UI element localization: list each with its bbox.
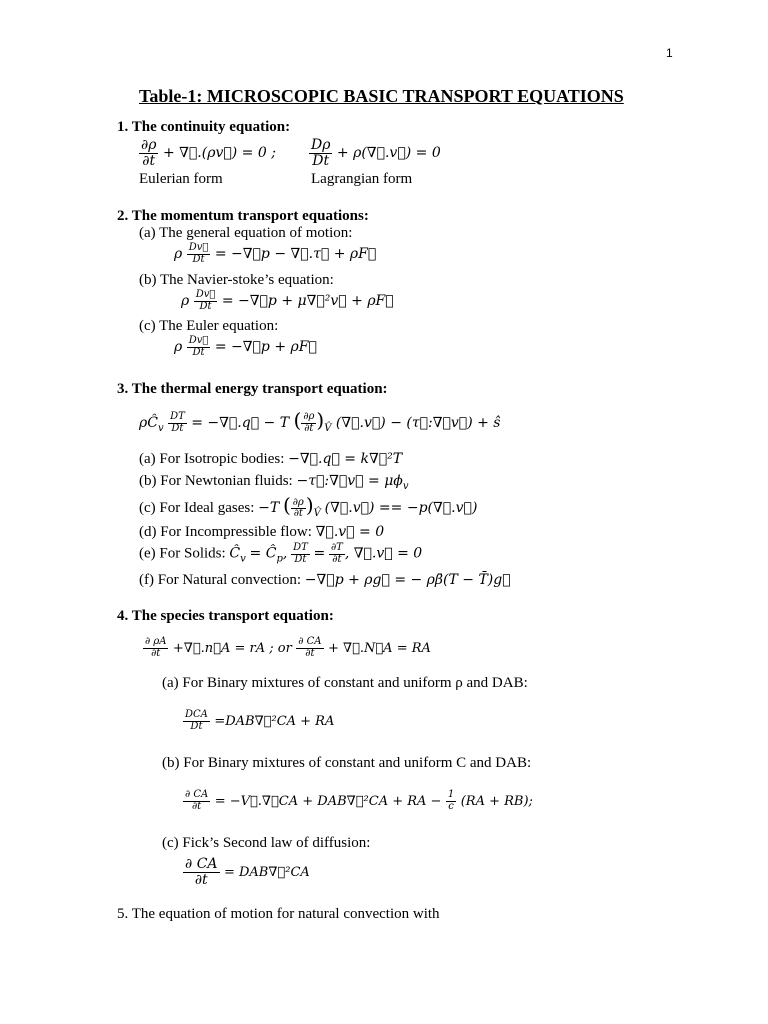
eq: =DAB∇⃗²CA + RA [214,714,335,729]
eq-text: = −∇⃗p + ρF⃗ [214,339,317,355]
momentum-a-label: (a) The general equation of motion: [139,225,353,241]
section-4-heading: 4. The species transport equation: [117,608,334,624]
eq: −∇⃗.q⃗ = k∇⃗²T [288,451,403,467]
frac-den: ∂t [305,647,315,659]
eq1-tail: +∇⃗.n⃗A = rA ; or [172,641,292,656]
section-2-heading: 2. The momentum transport equations: [117,208,369,224]
frac-num: ∂ρ [141,137,157,153]
species-b-equation [183,790,533,812]
frac-num: ∂ CA [185,856,218,872]
eq-post: (∇⃗.v⃗) == −p(∇⃗.v⃗) [324,500,478,516]
label: (f) For Natural convection: [139,572,302,588]
eq: = −V⃗.∇⃗CA + DAB∇⃗²CA + RA − [214,794,442,809]
frac-den: Dt [199,300,212,312]
frac-num: ∂ CA [298,636,322,647]
sub: v [402,481,409,492]
momentum-c-label: (c) The Euler equation: [139,318,279,334]
thermal-d [139,524,384,541]
frac-num: Dv⃗ [195,289,216,300]
frac-den: ∂t [194,871,208,888]
frac-den: ∂t [192,800,202,812]
species-equation [143,637,431,659]
section-1-heading: 1. The continuity equation: [117,119,291,135]
species-c-equation [183,857,310,887]
frac-num: 1 [447,789,455,800]
eq2-tail: + ∇⃗.N⃗A = RA [327,641,431,656]
label: (c) For Ideal gases: [139,500,255,516]
sub-v: v [240,553,246,565]
eq-text: = −∇⃗p + μ∇⃗²v⃗ + ρF⃗ [221,293,394,309]
continuity-lagrangian-equation [309,138,441,168]
frac-num: ∂ρ [303,411,315,422]
eq5: , ∇⃗.v⃗ = 0 [344,545,423,562]
vhat: V̂ [324,422,332,434]
momentum-b-equation [181,290,394,312]
thermal-a [139,451,402,468]
thermal-e [139,543,422,565]
sub: v [157,422,164,434]
frac-den: ∂t [151,647,161,659]
eq-text: = −∇⃗p − ∇⃗.τ⃗ + ρF⃗ [214,246,377,262]
eq-text: + ρ(∇⃗.v⃗) = 0 [336,145,441,162]
vhat: V̂ [313,508,321,519]
thermal-b [139,473,409,492]
momentum-a-equation [174,243,376,265]
eq4: = [313,545,326,562]
frac-num: Dρ [311,137,331,153]
frac-den: Dt [294,553,307,565]
eq: −∇⃗p + ρg⃗ = − ρβ̄(T − T̄)g⃗ [304,572,511,588]
frac-den: ∂t [142,152,156,169]
label: (a) For Isotropic bodies: [139,451,285,467]
frac-den: Dt [171,422,184,434]
rho: ρ [181,293,190,309]
frac-num: ∂T [330,542,343,553]
frac-den: ∂t [332,553,342,565]
frac-den: ∂t [304,422,314,434]
eulerian-label: Eulerian form [139,171,223,187]
frac-num: DCA [185,709,208,720]
species-a-equation [183,710,334,732]
eq: = DAB∇⃗²CA [223,865,310,881]
frac-den: Dt [192,346,205,358]
frac-num: ∂ CA [185,789,209,800]
sub-p: p [276,553,283,565]
label: (e) For Solids: [139,545,226,562]
frac-den: c [448,800,454,812]
frac-num: DT [293,542,308,553]
thermal-energy-equation: $\rho Ĉ_v$ $\frac{DT}{Dt}$ = −∇⃗.q⃗ − T ( $\frac{\partial\rho}{\partial t}$ )$_{V̂}$ (∇⃗.v⃗) − (τ⃡:∇⃗v⃗) + ŝ [139,408,501,434]
section-5-heading: 5. The equation of motion for natural convection with [117,906,440,922]
frac-num: ∂ ρA [145,636,167,647]
lhs: ρĈ [139,415,158,431]
frac-den: Dt [192,253,205,265]
frac-den: ∂t [293,508,303,520]
rho: ρ [174,246,183,262]
momentum-c-equation [174,336,317,358]
page-title: Table-1: MICROSCOPIC BASIC TRANSPORT EQUATIONS [139,86,624,106]
species-a-label: (a) For Binary mixtures of constant and uniform ρ and DAB: [162,675,528,691]
thermal-f [139,572,511,589]
frac-num: Dv⃗ [188,242,209,253]
frac-den: Dt [312,152,330,169]
page-number: 1 [666,46,673,60]
rho: ρ [174,339,183,355]
frac-num: ∂ρ [292,496,304,508]
eq1: Ĉ [229,545,241,562]
eq-text: + ∇⃗.(ρv⃗) = 0 ; [162,145,276,162]
eq: −τ⃡:∇⃗v⃗ = μϕ [296,473,403,489]
eq-tail: (RA + RB); [460,794,533,809]
frac-den: Dt [190,720,203,732]
tail: (∇⃗.v⃗) − (τ⃡:∇⃗v⃗) + ŝ [335,415,501,431]
label: (b) For Newtonian fluids: [139,473,293,489]
continuity-eulerian-equation [139,138,276,168]
label: (d) For Incompressible flow: [139,524,312,540]
eq3: , [282,545,288,562]
species-b-label: (b) For Binary mixtures of constant and uniform C and DAB: [162,755,532,771]
frac-num: DT [170,411,185,422]
section-3-heading: 3. The thermal energy transport equation: [117,381,388,397]
eq2: = Ĉ [249,545,277,562]
thermal-c: (c) For Ideal gases: −T ( $\frac{\partial\rho}{\partial t}$ )$_{V̂}$ (∇⃗.v⃗) == −p(∇⃗.v⃗) [139,493,478,520]
species-c-label: (c) Fick’s Second law of diffusion: [162,835,371,851]
eq: ∇⃗.v⃗ = 0 [315,524,385,540]
momentum-b-label: (b) The Navier-stoke’s equation: [139,272,334,288]
eq-pre: −T [258,500,280,516]
mid: = −∇⃗.q⃗ − T [191,415,290,431]
frac-num: Dv⃗ [188,335,209,346]
lagrangian-label: Lagrangian form [311,171,413,187]
